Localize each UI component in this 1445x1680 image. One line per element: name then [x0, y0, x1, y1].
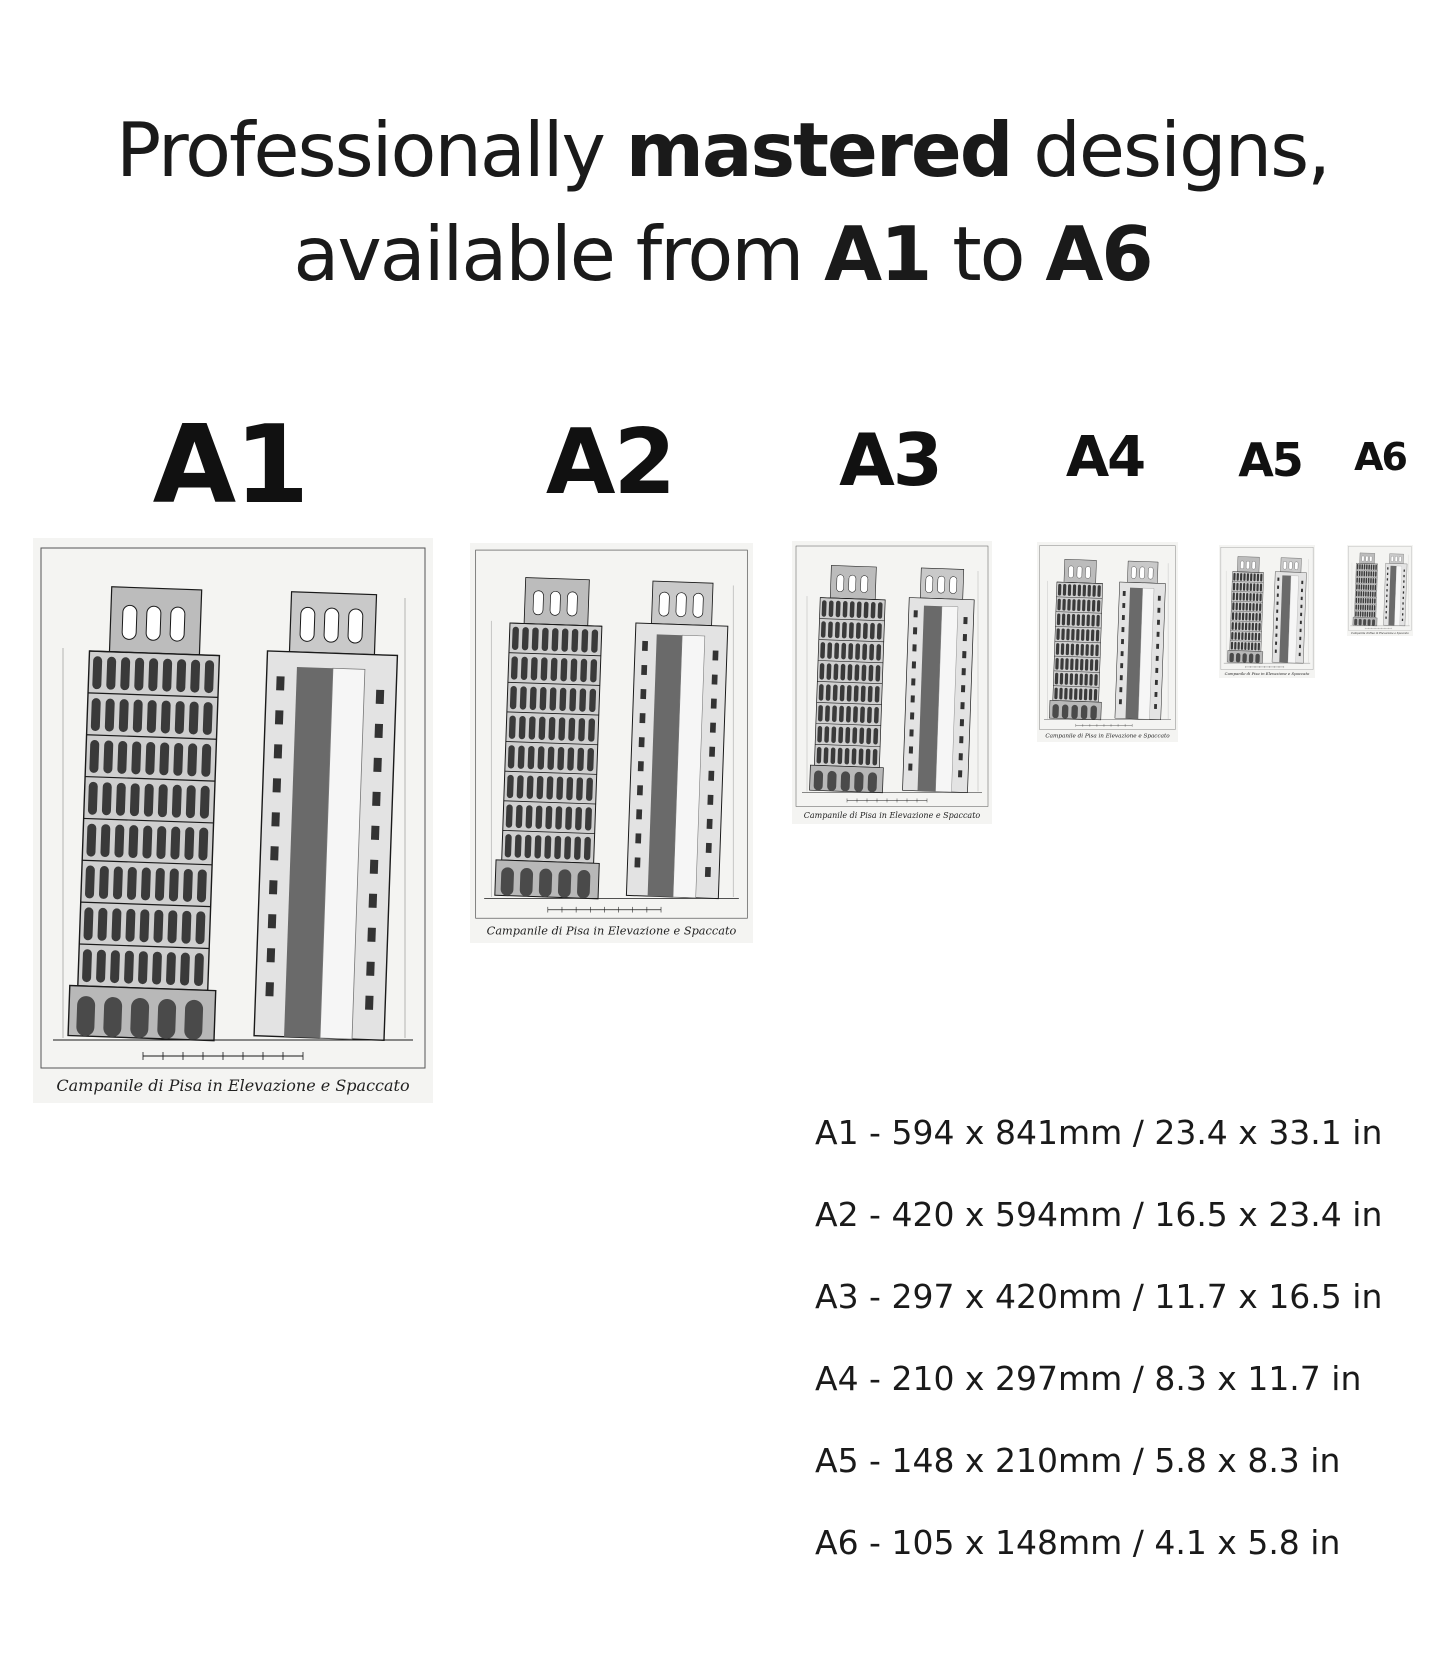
headline-text: designs,	[1011, 106, 1330, 194]
tower-engraving-illustration	[1037, 542, 1178, 742]
poster-caption: Campanile di Pisa in Elevazione e Spaccato	[486, 923, 737, 938]
spec-a1: A1 - 594 x 841mm / 23.4 x 33.1 in	[815, 1113, 1383, 1152]
poster-preview-a2	[470, 543, 753, 943]
headline	[0, 98, 1445, 306]
headline-text: to	[930, 210, 1046, 298]
headline-emphasis: A6	[1045, 210, 1152, 298]
headline-text: Professionally	[115, 106, 626, 194]
headline-emphasis: mastered	[625, 106, 1012, 194]
poster-caption: Campanile di Pisa in Elevazione e Spaccato	[1351, 632, 1409, 636]
tower-engraving-illustration	[1219, 545, 1315, 678]
poster-preview-a4	[1037, 542, 1178, 742]
poster-preview-a1	[33, 538, 433, 1103]
tower-engraving-illustration	[1347, 545, 1413, 636]
poster-preview-a3	[792, 541, 992, 824]
spec-a5: A5 - 148 x 210mm / 5.8 x 8.3 in	[815, 1441, 1341, 1480]
spec-a3: A3 - 297 x 420mm / 11.7 x 16.5 in	[815, 1277, 1383, 1316]
spec-a2: A2 - 420 x 594mm / 16.5 x 23.4 in	[815, 1195, 1383, 1234]
size-label-a4: A4	[1065, 425, 1145, 490]
headline-line-1	[0, 98, 1445, 202]
poster-caption: Campanile di Pisa in Elevazione e Spaccato	[1045, 733, 1170, 740]
poster-preview-a6	[1347, 545, 1413, 636]
poster-caption: Campanile di Pisa in Elevazione e Spaccato	[1224, 671, 1310, 677]
headline-emphasis: A1	[824, 210, 931, 298]
tower-engraving-illustration	[33, 538, 433, 1103]
size-spec-list	[815, 1092, 1382, 1584]
tower-engraving-illustration	[470, 543, 753, 943]
size-label-a5: A5	[1238, 433, 1302, 487]
spec-a6: A6 - 105 x 148mm / 4.1 x 5.8 in	[815, 1523, 1341, 1562]
headline-text: available from	[293, 210, 825, 298]
poster-caption: Campanile di Pisa in Elevazione e Spaccato	[803, 810, 981, 820]
poster-caption: Campanile di Pisa in Elevazione e Spaccato	[56, 1076, 410, 1095]
size-label-a6: A6	[1354, 435, 1406, 479]
headline-line-2	[0, 202, 1445, 306]
size-label-a2: A2	[545, 410, 675, 515]
tower-engraving-illustration	[792, 541, 992, 824]
spec-a4: A4 - 210 x 297mm / 8.3 x 11.7 in	[815, 1359, 1362, 1398]
size-label-a3: A3	[839, 418, 941, 502]
size-label-a1: A1	[152, 403, 308, 528]
poster-preview-a5	[1219, 545, 1315, 678]
